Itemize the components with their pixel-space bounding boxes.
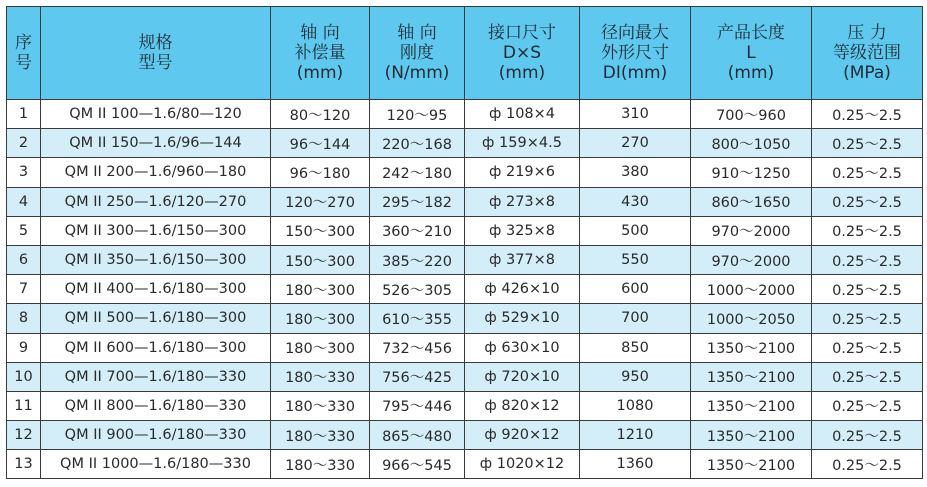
header-line: L <box>746 43 756 63</box>
table-row <box>7 187 923 216</box>
table-row <box>7 391 923 420</box>
cell-product-length: 700～960 <box>691 100 812 129</box>
cell-serial-no: 8 <box>7 304 41 333</box>
spec-table-container <box>6 6 922 482</box>
cell-pressure-range: 0.25～2.5 <box>812 100 923 129</box>
table-row <box>7 421 923 450</box>
header-line: D×S <box>502 43 542 63</box>
cell-radial-max-size: 600 <box>580 275 691 304</box>
cell-product-length: 800～1050 <box>691 129 812 158</box>
cell-interface-size: ф 377×8 <box>465 245 580 274</box>
header-line: 外形尺寸 <box>601 43 669 63</box>
header-line: 号 <box>15 53 32 73</box>
cell-axial-compensation: 96～180 <box>271 158 370 187</box>
cell-axial-stiffness: 220～168 <box>370 129 465 158</box>
table-row <box>7 362 923 391</box>
cell-product-length: 1350～2100 <box>691 421 812 450</box>
table-row <box>7 245 923 274</box>
header-line: 接口尺寸 <box>488 23 556 43</box>
cell-interface-size: ф 630×10 <box>465 333 580 362</box>
cell-axial-stiffness: 242～180 <box>370 158 465 187</box>
header-line: 轴 向 <box>300 23 340 43</box>
cell-axial-compensation: 96～144 <box>271 129 370 158</box>
cell-axial-compensation: 180～300 <box>271 333 370 362</box>
cell-radial-max-size: 270 <box>580 129 691 158</box>
cell-radial-max-size: 430 <box>580 187 691 216</box>
cell-axial-stiffness: 756～425 <box>370 362 465 391</box>
cell-serial-no: 12 <box>7 421 41 450</box>
cell-model: QM II 800—1.6/180—330 <box>41 391 271 420</box>
cell-radial-max-size: 500 <box>580 216 691 245</box>
cell-axial-stiffness: 732～456 <box>370 333 465 362</box>
header-product-length <box>691 7 812 100</box>
table-row <box>7 129 923 158</box>
cell-model: QM II 1000—1.6/180—330 <box>41 450 271 479</box>
cell-serial-no: 4 <box>7 187 41 216</box>
cell-interface-size: ф 1020×12 <box>465 450 580 479</box>
table-row <box>7 304 923 333</box>
cell-radial-max-size: 1360 <box>580 450 691 479</box>
cell-axial-stiffness: 865～480 <box>370 421 465 450</box>
cell-axial-stiffness: 295～182 <box>370 187 465 216</box>
cell-product-length: 1350～2100 <box>691 362 812 391</box>
cell-model: QM II 700—1.6/180—330 <box>41 362 271 391</box>
header-interface-size <box>465 7 580 100</box>
header-line: 轴 向 <box>397 23 437 43</box>
table-row <box>7 275 923 304</box>
cell-interface-size: ф 820×12 <box>465 391 580 420</box>
header-line: 压 力 <box>847 23 887 43</box>
header-line: (mm) <box>296 63 344 83</box>
table-row <box>7 100 923 129</box>
cell-pressure-range: 0.25～2.5 <box>812 275 923 304</box>
cell-axial-stiffness: 120～95 <box>370 100 465 129</box>
table-header <box>7 7 923 100</box>
cell-axial-stiffness: 610～355 <box>370 304 465 333</box>
cell-model: QM II 350—1.6/150—300 <box>41 245 271 274</box>
cell-interface-size: ф 273×8 <box>465 187 580 216</box>
cell-product-length: 1000～2000 <box>691 275 812 304</box>
cell-axial-compensation: 180～330 <box>271 450 370 479</box>
cell-serial-no: 9 <box>7 333 41 362</box>
header-line: 序 <box>15 33 32 53</box>
cell-model: QM II 400—1.6/180—300 <box>41 275 271 304</box>
cell-product-length: 970～2000 <box>691 216 812 245</box>
header-pressure-range <box>812 7 923 100</box>
cell-pressure-range: 0.25～2.5 <box>812 333 923 362</box>
table-body <box>7 100 923 479</box>
cell-axial-compensation: 120～270 <box>271 187 370 216</box>
header-axial-stiffness <box>370 7 465 100</box>
cell-product-length: 1350～2100 <box>691 333 812 362</box>
cell-axial-compensation: 180～300 <box>271 275 370 304</box>
table-row <box>7 158 923 187</box>
cell-serial-no: 1 <box>7 100 41 129</box>
cell-interface-size: ф 108×4 <box>465 100 580 129</box>
header-line: DI(mm) <box>602 63 668 83</box>
cell-radial-max-size: 1080 <box>580 391 691 420</box>
cell-model: QM II 150—1.6/96—144 <box>41 129 271 158</box>
cell-axial-stiffness: 795～446 <box>370 391 465 420</box>
spec-table <box>6 6 923 479</box>
cell-pressure-range: 0.25～2.5 <box>812 187 923 216</box>
cell-serial-no: 11 <box>7 391 41 420</box>
cell-serial-no: 5 <box>7 216 41 245</box>
cell-model: QM II 200—1.6/960—180 <box>41 158 271 187</box>
cell-product-length: 860～1650 <box>691 187 812 216</box>
cell-radial-max-size: 310 <box>580 100 691 129</box>
header-line: (mm) <box>498 63 546 83</box>
cell-interface-size: ф 426×10 <box>465 275 580 304</box>
cell-pressure-range: 0.25～2.5 <box>812 245 923 274</box>
cell-axial-stiffness: 526～305 <box>370 275 465 304</box>
cell-model: QM II 900—1.6/180—330 <box>41 421 271 450</box>
cell-axial-compensation: 180～300 <box>271 304 370 333</box>
cell-pressure-range: 0.25～2.5 <box>812 362 923 391</box>
cell-pressure-range: 0.25～2.5 <box>812 129 923 158</box>
cell-axial-compensation: 180～330 <box>271 421 370 450</box>
cell-product-length: 970～2000 <box>691 245 812 274</box>
cell-model: QM II 250—1.6/120—270 <box>41 187 271 216</box>
cell-serial-no: 7 <box>7 275 41 304</box>
cell-interface-size: ф 325×8 <box>465 216 580 245</box>
table-row <box>7 450 923 479</box>
cell-radial-max-size: 550 <box>580 245 691 274</box>
cell-pressure-range: 0.25～2.5 <box>812 391 923 420</box>
cell-axial-stiffness: 360～210 <box>370 216 465 245</box>
table-row <box>7 333 923 362</box>
header-radial-max-size <box>580 7 691 100</box>
cell-interface-size: ф 720×10 <box>465 362 580 391</box>
cell-serial-no: 3 <box>7 158 41 187</box>
header-model <box>41 7 271 100</box>
cell-interface-size: ф 159×4.5 <box>465 129 580 158</box>
cell-radial-max-size: 950 <box>580 362 691 391</box>
cell-model: QM II 100—1.6/80—120 <box>41 100 271 129</box>
cell-pressure-range: 0.25～2.5 <box>812 421 923 450</box>
cell-axial-stiffness: 966～545 <box>370 450 465 479</box>
header-line: 等级范围 <box>833 43 901 63</box>
cell-axial-compensation: 80～120 <box>271 100 370 129</box>
cell-interface-size: ф 529×10 <box>465 304 580 333</box>
cell-radial-max-size: 850 <box>580 333 691 362</box>
cell-radial-max-size: 700 <box>580 304 691 333</box>
header-line: (mm) <box>727 63 775 83</box>
header-row <box>7 7 923 100</box>
cell-pressure-range: 0.25～2.5 <box>812 450 923 479</box>
header-line: 规格 <box>138 33 173 53</box>
header-serial-no <box>7 7 41 100</box>
header-axial-compensation <box>271 7 370 100</box>
header-line: (MPa) <box>843 63 891 83</box>
cell-radial-max-size: 380 <box>580 158 691 187</box>
cell-model: QM II 500—1.6/180—300 <box>41 304 271 333</box>
cell-serial-no: 6 <box>7 245 41 274</box>
cell-pressure-range: 0.25～2.5 <box>812 216 923 245</box>
cell-product-length: 1350～2100 <box>691 450 812 479</box>
cell-model: QM II 600—1.6/180—300 <box>41 333 271 362</box>
cell-serial-no: 13 <box>7 450 41 479</box>
cell-serial-no: 10 <box>7 362 41 391</box>
cell-product-length: 1350～2100 <box>691 391 812 420</box>
cell-product-length: 1000～2050 <box>691 304 812 333</box>
cell-radial-max-size: 1210 <box>580 421 691 450</box>
cell-interface-size: ф 219×6 <box>465 158 580 187</box>
cell-pressure-range: 0.25～2.5 <box>812 158 923 187</box>
cell-model: QM II 300—1.6/150—300 <box>41 216 271 245</box>
cell-product-length: 910～1250 <box>691 158 812 187</box>
cell-serial-no: 2 <box>7 129 41 158</box>
header-line: 补偿量 <box>294 43 346 63</box>
header-line: 型号 <box>138 53 173 73</box>
header-line: 刚度 <box>400 43 434 63</box>
header-line: 径向最大 <box>601 23 669 43</box>
cell-axial-stiffness: 385～220 <box>370 245 465 274</box>
cell-axial-compensation: 180～330 <box>271 362 370 391</box>
table-row <box>7 216 923 245</box>
cell-pressure-range: 0.25～2.5 <box>812 304 923 333</box>
cell-axial-compensation: 150～300 <box>271 245 370 274</box>
header-line: (N/mm) <box>384 63 450 83</box>
header-line: 产品长度 <box>717 23 785 43</box>
cell-interface-size: ф 920×12 <box>465 421 580 450</box>
cell-axial-compensation: 150～300 <box>271 216 370 245</box>
cell-axial-compensation: 180～330 <box>271 391 370 420</box>
